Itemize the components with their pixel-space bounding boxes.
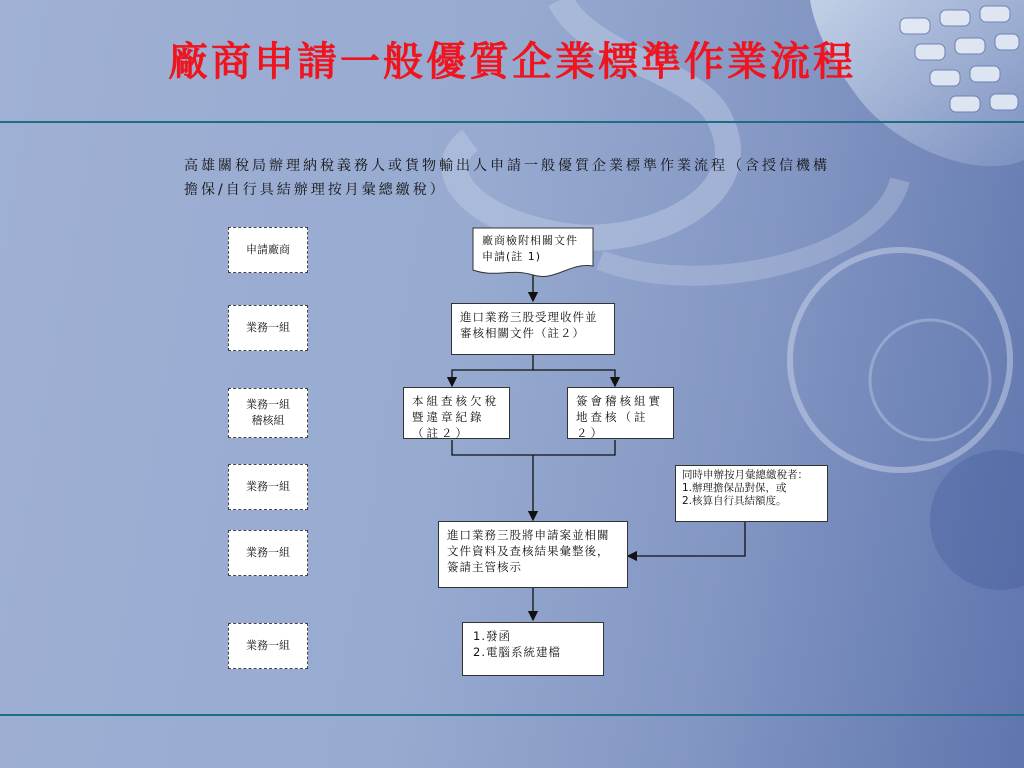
step-side-note: 同時申辦按月彙總繳稅者： 1.辦理擔保品對保，或 2.核算自行具結額度。 xyxy=(675,465,828,522)
role-business-2: 業務一組 xyxy=(228,464,308,510)
split-line xyxy=(452,355,533,386)
step-final: 1.發函 2.電腦系統建檔 xyxy=(462,622,604,676)
diagram-subtitle: 高雄關稅局辦理納稅義務人或貨物輸出人申請一般優質企業標準作業流程（含授信機構擔保/自行具結辦理按月彙總繳稅） xyxy=(184,158,830,198)
split-line-right xyxy=(533,370,615,386)
step-apply-documents: 廠商檢附相關文件申請(註 1) xyxy=(482,234,578,263)
role-business-3: 業務一組 xyxy=(228,530,308,576)
step-summary-approval: 進口業務三股將申請案並相關文件資料及查核結果彙整後，簽請主管核示 xyxy=(438,521,628,588)
arrow-note-to-summary xyxy=(628,522,745,556)
step-receive-review: 進口業務三股受理收件並審核相關文件（註２） xyxy=(451,303,615,355)
role-business-1: 業務一組 xyxy=(228,305,308,351)
merge-line xyxy=(452,440,615,455)
page-title: 廠商申請一般優質企業標準作業流程 xyxy=(168,38,856,85)
role-business-4: 業務一組 xyxy=(228,623,308,669)
role-business-audit: 業務一組 稽核組 xyxy=(228,388,308,438)
step-onsite-audit: 簽會稽核組實地查核（註２） xyxy=(567,387,674,439)
role-applicant: 申請廠商 xyxy=(228,227,308,273)
step-check-arrears: 本組查核欠稅暨違章紀錄（註２） xyxy=(403,387,510,439)
